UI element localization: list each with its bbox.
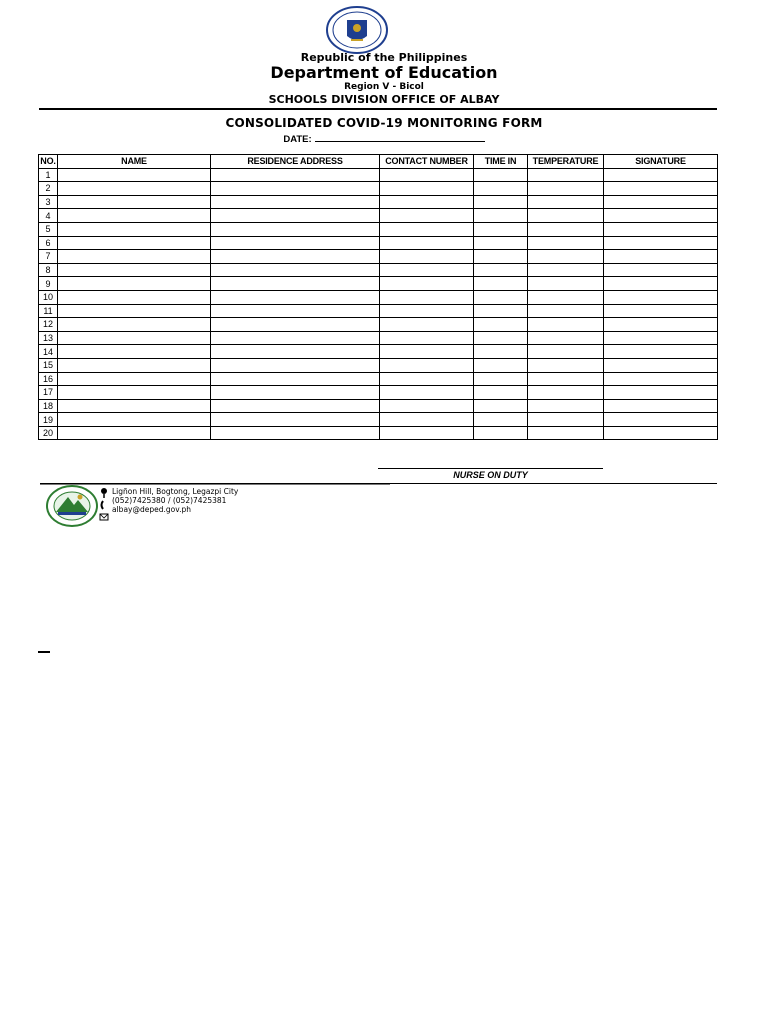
- table-cell[interactable]: [528, 277, 604, 291]
- table-cell[interactable]: [528, 236, 604, 250]
- column-header: NO.: [40, 156, 56, 167]
- column-header: SIGNATURE: [604, 155, 718, 169]
- republic-heading: Republic of the Philippines: [300, 51, 468, 64]
- table-cell[interactable]: [604, 358, 718, 372]
- table-cell[interactable]: [211, 318, 380, 332]
- table-cell[interactable]: [58, 250, 211, 264]
- table-cell[interactable]: [604, 277, 718, 291]
- table-cell[interactable]: [474, 263, 528, 277]
- header-divider: [39, 108, 717, 110]
- row-number: 4: [39, 209, 58, 223]
- table-cell[interactable]: [380, 277, 474, 291]
- row-number: 16: [39, 372, 58, 386]
- table-cell[interactable]: [380, 182, 474, 196]
- table-cell[interactable]: [380, 386, 474, 400]
- monitoring-table: [38, 154, 718, 440]
- table-cell[interactable]: [211, 413, 380, 427]
- table-cell[interactable]: [211, 168, 380, 182]
- table-cell[interactable]: [474, 399, 528, 413]
- table-cell[interactable]: [211, 304, 380, 318]
- table-cell[interactable]: [474, 236, 528, 250]
- table-cell[interactable]: [604, 372, 718, 386]
- table-header-row: [39, 155, 718, 169]
- column-header: TEMPERATURE: [528, 155, 604, 169]
- table-cell[interactable]: [380, 372, 474, 386]
- table-cell[interactable]: [58, 399, 211, 413]
- table-cell[interactable]: [58, 345, 211, 359]
- table-cell[interactable]: [380, 195, 474, 209]
- table-cell[interactable]: [528, 195, 604, 209]
- table-cell[interactable]: [211, 236, 380, 250]
- table-cell[interactable]: [211, 426, 380, 440]
- table-cell[interactable]: [211, 372, 380, 386]
- table-cell[interactable]: [604, 263, 718, 277]
- table-cell[interactable]: [211, 345, 380, 359]
- table-cell[interactable]: [528, 331, 604, 345]
- row-number: 10: [39, 290, 58, 304]
- location-pin-icon: [101, 488, 107, 498]
- table-body: [39, 168, 718, 440]
- row-number: 11: [39, 304, 58, 318]
- phone-icon: [102, 501, 104, 509]
- table-cell[interactable]: [604, 182, 718, 196]
- footer-address: Ligñon Hill, Bogtong, Legazpi City: [112, 487, 239, 496]
- table-cell[interactable]: [528, 182, 604, 196]
- table-cell[interactable]: [58, 304, 211, 318]
- footer-email: albay@deped.gov.ph: [112, 505, 191, 514]
- table-cell[interactable]: [604, 209, 718, 223]
- form-title: CONSOLIDATED COVID-19 MONITORING FORM: [225, 116, 543, 130]
- table-cell[interactable]: [380, 209, 474, 223]
- table-cell[interactable]: [58, 413, 211, 427]
- table-row: [39, 263, 718, 277]
- table-cell[interactable]: [474, 345, 528, 359]
- table-cell[interactable]: [528, 358, 604, 372]
- table-cell[interactable]: [604, 195, 718, 209]
- table-cell[interactable]: [211, 182, 380, 196]
- table-cell[interactable]: [380, 413, 474, 427]
- table-cell[interactable]: [604, 413, 718, 427]
- row-number: 2: [39, 182, 58, 196]
- table-cell[interactable]: [474, 318, 528, 332]
- table-cell[interactable]: [58, 331, 211, 345]
- nurse-on-duty-label: NURSE ON DUTY: [453, 470, 528, 480]
- table-row: [39, 372, 718, 386]
- table-cell[interactable]: [58, 372, 211, 386]
- row-number: 6: [39, 236, 58, 250]
- table-cell[interactable]: [528, 209, 604, 223]
- table-cell[interactable]: [211, 386, 380, 400]
- table-cell[interactable]: [58, 209, 211, 223]
- table-cell[interactable]: [474, 209, 528, 223]
- table-cell[interactable]: [58, 168, 211, 182]
- table-row: [39, 277, 718, 291]
- table-cell[interactable]: [380, 399, 474, 413]
- contact-icons: [98, 487, 110, 523]
- row-number: 13: [39, 331, 58, 345]
- table-cell[interactable]: [474, 386, 528, 400]
- table-cell[interactable]: [528, 345, 604, 359]
- table-cell[interactable]: [380, 345, 474, 359]
- table-cell[interactable]: [380, 358, 474, 372]
- row-number: 17: [39, 386, 58, 400]
- table-cell[interactable]: [211, 290, 380, 304]
- table-cell[interactable]: [528, 399, 604, 413]
- table-cell[interactable]: [474, 250, 528, 264]
- table-row: [39, 318, 718, 332]
- table-cell[interactable]: [604, 250, 718, 264]
- signature-line[interactable]: [378, 468, 603, 469]
- table-cell[interactable]: [380, 426, 474, 440]
- table-row: [39, 386, 718, 400]
- table-cell[interactable]: [211, 277, 380, 291]
- department-heading: Department of Education: [270, 63, 498, 82]
- table-cell[interactable]: [604, 168, 718, 182]
- table-cell[interactable]: [474, 168, 528, 182]
- table-cell[interactable]: [604, 345, 718, 359]
- table-cell[interactable]: [211, 263, 380, 277]
- table-cell[interactable]: [474, 290, 528, 304]
- row-number: 15: [39, 358, 58, 372]
- table-cell[interactable]: [58, 236, 211, 250]
- table-cell[interactable]: [528, 263, 604, 277]
- row-number: 18: [39, 399, 58, 413]
- table-cell[interactable]: [528, 372, 604, 386]
- column-header: RESIDENCE ADDRESS: [211, 155, 380, 169]
- footer-phone: (052)7425380 / (052)7425381: [112, 496, 227, 505]
- table-cell[interactable]: [380, 318, 474, 332]
- table-cell[interactable]: [380, 222, 474, 236]
- table-row: [39, 209, 718, 223]
- table-cell[interactable]: [474, 304, 528, 318]
- table-cell[interactable]: [474, 358, 528, 372]
- table-cell[interactable]: [380, 290, 474, 304]
- division-logo: [46, 485, 98, 527]
- table-cell[interactable]: [58, 195, 211, 209]
- table-cell[interactable]: [58, 263, 211, 277]
- table-cell[interactable]: [380, 331, 474, 345]
- table-cell[interactable]: [528, 386, 604, 400]
- row-number: 20: [39, 426, 58, 440]
- table-row: [39, 222, 718, 236]
- table-cell[interactable]: [528, 426, 604, 440]
- table-cell[interactable]: [474, 222, 528, 236]
- table-cell[interactable]: [380, 250, 474, 264]
- table-row: [39, 345, 718, 359]
- table-cell[interactable]: [58, 318, 211, 332]
- table-cell[interactable]: [474, 413, 528, 427]
- row-number: 9: [39, 277, 58, 291]
- table-cell[interactable]: [474, 277, 528, 291]
- deped-seal-logo: [325, 6, 389, 54]
- row-number: 14: [39, 345, 58, 359]
- table-cell[interactable]: [58, 182, 211, 196]
- table-cell[interactable]: [474, 426, 528, 440]
- row-number: 1: [39, 168, 58, 182]
- table-cell[interactable]: [528, 290, 604, 304]
- table-row: [39, 168, 718, 182]
- table-cell[interactable]: [380, 236, 474, 250]
- table-row: [39, 358, 718, 372]
- table-row: [39, 399, 718, 413]
- table-cell[interactable]: [604, 426, 718, 440]
- table-cell[interactable]: [528, 168, 604, 182]
- table-row: [39, 290, 718, 304]
- table-cell[interactable]: [380, 168, 474, 182]
- row-number: 12: [39, 318, 58, 332]
- table-cell[interactable]: [211, 250, 380, 264]
- table-row: [39, 236, 718, 250]
- email-icon: [100, 514, 108, 520]
- table-cell[interactable]: [604, 399, 718, 413]
- row-number: 3: [39, 195, 58, 209]
- date-field[interactable]: [0, 132, 768, 145]
- region-heading: Region V - Bicol: [344, 82, 424, 92]
- table-row: [39, 331, 718, 345]
- table-cell[interactable]: [474, 182, 528, 196]
- table-row: [39, 250, 718, 264]
- table-cell[interactable]: [380, 304, 474, 318]
- division-heading: SCHOOLS DIVISION OFFICE OF ALBAY: [268, 93, 500, 106]
- row-number: 19: [39, 413, 58, 427]
- table-cell[interactable]: [604, 236, 718, 250]
- table-cell[interactable]: [58, 222, 211, 236]
- table-cell[interactable]: [604, 331, 718, 345]
- table-cell[interactable]: [528, 304, 604, 318]
- table-cell[interactable]: [58, 426, 211, 440]
- table-cell[interactable]: [211, 399, 380, 413]
- table-cell[interactable]: [528, 222, 604, 236]
- table-cell[interactable]: [380, 263, 474, 277]
- table-cell[interactable]: [604, 304, 718, 318]
- table-row: [39, 195, 718, 209]
- table-cell[interactable]: [211, 331, 380, 345]
- table-cell[interactable]: [58, 386, 211, 400]
- table-cell[interactable]: [58, 290, 211, 304]
- table-cell[interactable]: [474, 195, 528, 209]
- table-cell[interactable]: [604, 290, 718, 304]
- table-cell[interactable]: [58, 358, 211, 372]
- stray-dash-mark: [38, 651, 50, 653]
- table-cell[interactable]: [604, 222, 718, 236]
- table-cell[interactable]: [211, 222, 380, 236]
- table-cell[interactable]: [211, 358, 380, 372]
- row-number: 7: [39, 250, 58, 264]
- table-cell[interactable]: [528, 413, 604, 427]
- date-label: DATE:: [283, 134, 312, 145]
- table-row: [39, 304, 718, 318]
- table-row: [39, 413, 718, 427]
- table-cell[interactable]: [604, 386, 718, 400]
- date-blank[interactable]: [315, 132, 485, 142]
- column-header: TIME IN: [474, 155, 528, 169]
- table-cell[interactable]: [528, 318, 604, 332]
- table-cell[interactable]: [211, 209, 380, 223]
- table-cell[interactable]: [211, 195, 380, 209]
- table-row: [39, 426, 718, 440]
- table-cell[interactable]: [604, 318, 718, 332]
- table-cell[interactable]: [528, 250, 604, 264]
- table-cell[interactable]: [474, 331, 528, 345]
- column-header: CONTACT NUMBER: [380, 155, 474, 169]
- row-number: 5: [39, 222, 58, 236]
- column-header: NAME: [58, 155, 211, 169]
- table-row: [39, 182, 718, 196]
- table-cell[interactable]: [58, 277, 211, 291]
- row-number: 8: [39, 263, 58, 277]
- table-cell[interactable]: [474, 372, 528, 386]
